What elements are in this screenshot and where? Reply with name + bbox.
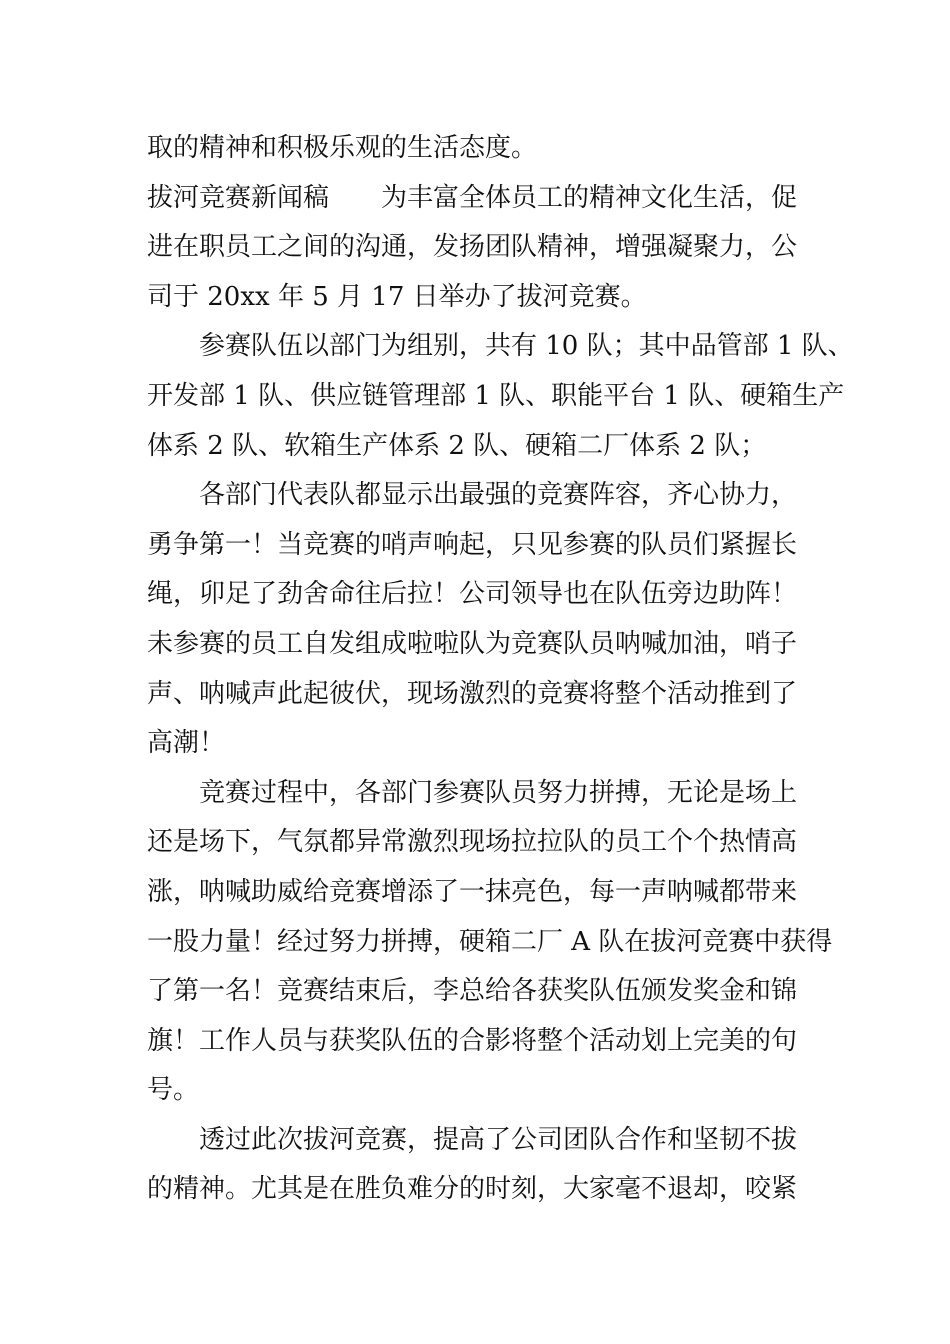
text-line: 声、呐喊声此起彼伏，现场激烈的竞赛将整个活动推到了 [147, 678, 798, 709]
text-line: 的精神。尤其是在胜负难分的时刻，大家毫不退却，咬紧 [147, 1174, 798, 1205]
text-line: 未参赛的员工自发组成啦啦队为竞赛队员呐喊加油，哨子 [147, 628, 798, 659]
headline-line [147, 174, 807, 224]
article-headline: 拔河竞赛新闻稿 [147, 182, 330, 213]
text-line: 一股力量！经过努力拼搏，硬箱二厂 A 队在拔河竞赛中获得 [147, 926, 833, 957]
text-line: 了第一名！竞赛结束后，李总给各获奖队伍颁发奖金和锦 [147, 976, 798, 1007]
paragraph-first-line: 各部门代表队都显示出最强的竞赛阵容，齐心协力， [199, 480, 798, 511]
text-line: 旗！工作人员与获奖队伍的合影将整个活动划上完美的句 [147, 1025, 798, 1056]
paragraph-first-line: 竞赛过程中，各部门参赛队员努力拼搏，无论是场上 [199, 777, 798, 808]
text-line: 取的精神和积极乐观的生活态度。 [147, 133, 538, 163]
paragraph-first-line: 参赛队伍以部门为组别，共有 10 队；其中品管部 1 队、 [199, 331, 854, 362]
text-line: 开发部 1 队、供应链管理部 1 队、职能平台 1 队、硬箱生产 [147, 380, 845, 411]
text-line: 勇争第一！当竞赛的哨声响起，只见参赛的队员们紧握长 [147, 529, 798, 560]
text-line: 绳，卯足了劲舍命往后拉！公司领导也在队伍旁边助阵！ [147, 579, 798, 610]
text-line: 号。 [147, 1075, 200, 1106]
text-line: 体系 2 队、软箱生产体系 2 队、硬箱二厂体系 2 队； [147, 430, 767, 461]
text-line: 高潮！ [147, 728, 226, 759]
text-line: 涨，呐喊助威给竞赛增添了一抹亮色，每一声呐喊都带来 [147, 876, 798, 907]
paragraph-first-line: 透过此次拔河竞赛，提高了公司团队合作和坚韧不拔 [199, 1124, 798, 1155]
article-body [147, 124, 854, 1215]
text-line: 还是场下，气氛都异常激烈现场拉拉队的员工个个热情高 [147, 827, 798, 858]
text-line: 为丰富全体员工的精神文化生活，促 [381, 182, 798, 213]
text-line: 进在职员工之间的沟通，发扬团队精神，增强凝聚力，公 [147, 232, 798, 263]
text-line: 司于 20xx 年 5 月 17 日举办了拔河竞赛。 [147, 281, 647, 312]
